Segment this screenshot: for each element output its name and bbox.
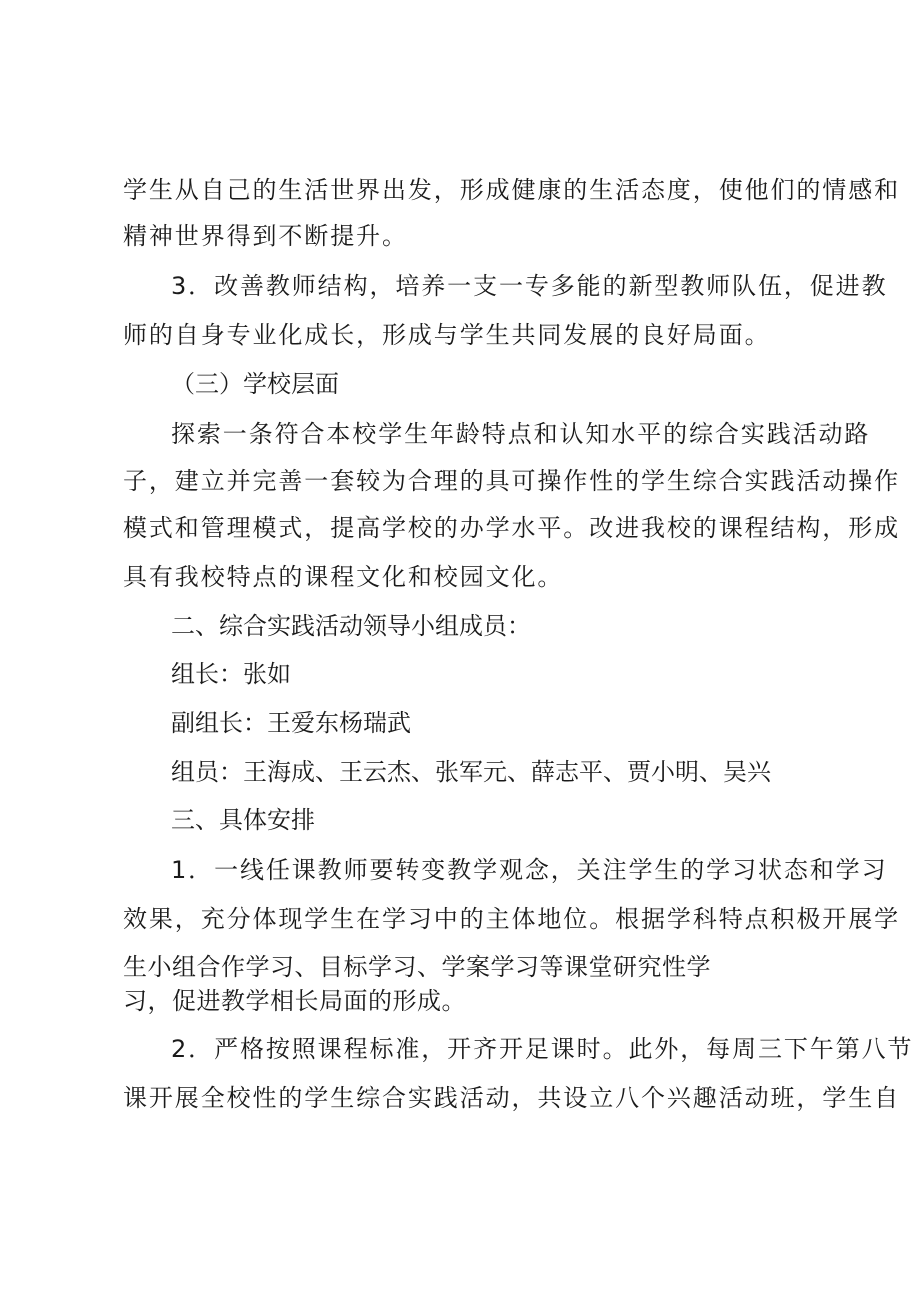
paragraph-line: 习，促进教学相长局面的形成。	[123, 987, 466, 1015]
paragraph-line: 1．一线任课教师要转变教学观念，关注学生的学习状态和学习	[171, 856, 888, 884]
paragraph-line: 子，建立并完善一套较为合理的具可操作性的学生综合实践活动操作	[123, 467, 900, 495]
paragraph-line: 3．改善教师结构，培养一支一专多能的新型教师队伍，促进教	[171, 272, 888, 300]
section-heading: （三）学校层面	[171, 370, 339, 398]
section-heading: 二、综合实践活动领导小组成员：	[171, 612, 531, 640]
paragraph-line: 模式和管理模式，提高学校的办学水平。改进我校的课程结构，形成	[123, 514, 900, 542]
paragraph-line: 探索一条符合本校学生年龄特点和认知水平的综合实践活动路	[171, 420, 871, 448]
paragraph-line: 2．严格按照课程标准，开齐开足课时。此外，每周三下午第八节	[171, 1035, 914, 1063]
deputy-leader-line: 副组长：王爱东杨瑞武	[171, 709, 411, 737]
paragraph-line: 师的自身专业化成长，形成与学生共同发展的良好局面。	[123, 321, 771, 349]
section-heading: 三、具体安排	[171, 806, 315, 834]
paragraph-line: 学生从自己的生活世界出发，形成健康的生活态度，使他们的情感和	[123, 176, 900, 204]
paragraph-line: 效果，充分体现学生在学习中的主体地位。根据学科特点积极开展学	[123, 905, 900, 933]
paragraph-line: 具有我校特点的课程文化和校园文化。	[123, 563, 564, 591]
paragraph-line: 生小组合作学习、目标学习、学案学习等课堂研究性学	[123, 953, 711, 981]
members-line: 组员：王海成、王云杰、张军元、薛志平、贾小明、吴兴	[171, 758, 771, 786]
leader-line: 组长：张如	[171, 660, 291, 688]
paragraph-line: 精神世界得到不断提升。	[123, 222, 408, 250]
paragraph-line: 课开展全校性的学生综合实践活动，共设立八个兴趣活动班，学生自	[123, 1084, 900, 1112]
